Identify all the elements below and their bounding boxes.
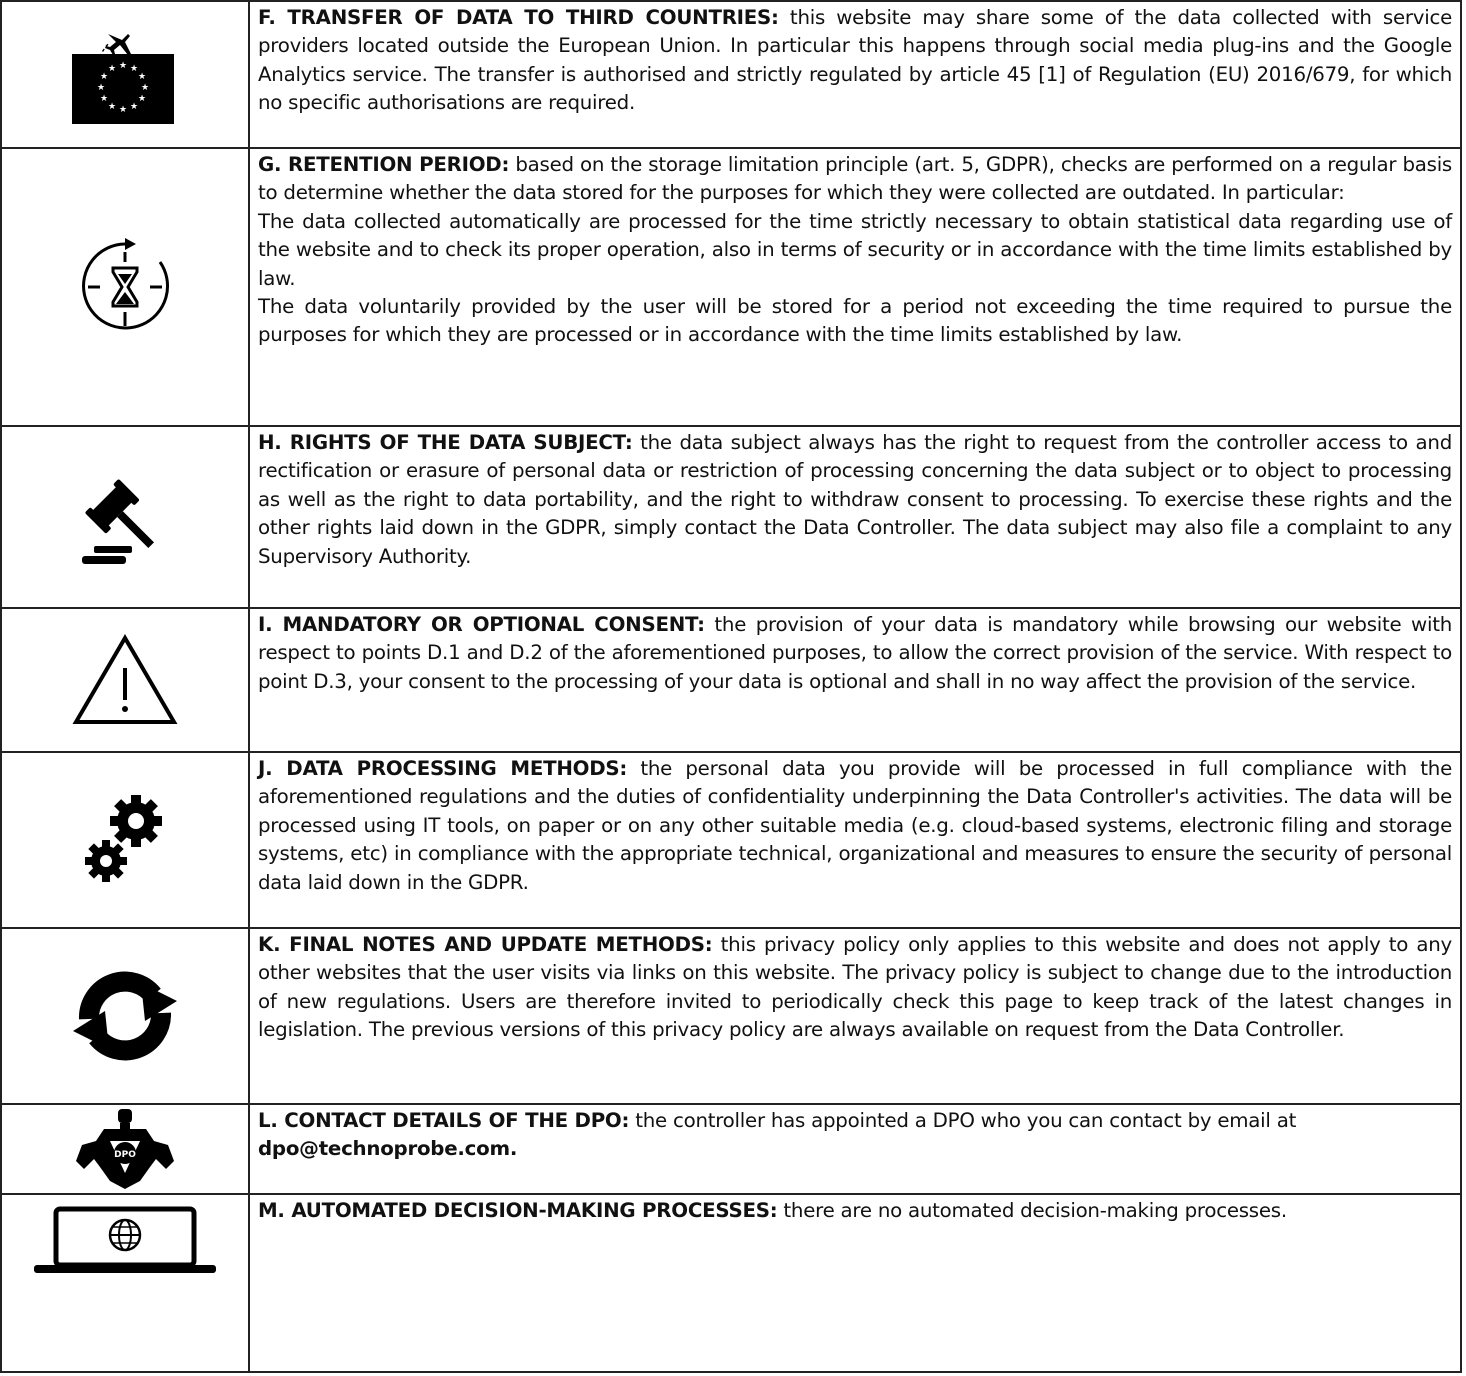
section-row-l <box>1 1104 1461 1194</box>
section-icon-cell <box>1 426 249 608</box>
section-heading: M. AUTOMATED DECISION-MAKING PROCESSES: <box>258 1199 778 1222</box>
section-heading: H. RIGHTS OF THE DATA SUBJECT: <box>258 431 633 454</box>
section-body: this website may share some of the data collected with service providers located outside the European Union. In particular this happens through social media plug-ins and the Google Analytics service. The transfer is authorised and strictly regulated by article 45 [1] of Regulation (EU) 2016/679, for which no specific authorisations are required. <box>258 6 1452 115</box>
section-body: the data subject always has the right to request from the controller access to and rectification or erasure of personal data or restriction of processing concerning the data subject or to object to processing as well as the right to data portability, and the right to withdraw consent to processing. To exercise these rights and the other rights laid down in the GDPR, simply contact the Data Controller. The data subject may also file a complaint to any Supervisory Authority. <box>258 431 1452 568</box>
svg-text:★: ★ <box>107 63 117 74</box>
section-text-cell <box>249 608 1461 752</box>
svg-text:★: ★ <box>118 60 128 71</box>
section-icon-cell <box>1 752 249 928</box>
section-body: this privacy policy only applies to this website and does not apply to any other websites that the user visits via links on this website. The privacy policy is subject to change due to the introduction of new regulations. Users are therefore invited to periodically check this page to keep track of the latest changes in legislation. The previous versions of this privacy policy are always available on request from the Data Controller. <box>258 933 1452 1042</box>
dpo-email-link[interactable]: dpo@technoprobe.com. <box>258 1137 518 1161</box>
svg-text:★: ★ <box>137 93 147 104</box>
section-icon-cell <box>1 1194 249 1372</box>
laptop-globe-icon <box>30 1205 220 1275</box>
section-row-j <box>1 752 1461 928</box>
section-text-cell <box>249 148 1461 426</box>
section-body: the personal data you provide will be processed in full compliance with the aforementioned regulations and the duties of confidentiality underpinning the Data Controller's activities. The data will be processed using IT tools, on paper or on any other suitable media (e.g. cloud-based systems, electronic filing and storage systems, etc) in compliance with the appropriate technical, organizational and measures to ensure the security of personal data laid down in the GDPR. <box>258 757 1452 894</box>
refresh-arrows-icon <box>65 961 185 1071</box>
section-icon-cell <box>1 608 249 752</box>
section-row-m <box>1 1194 1461 1372</box>
section-text-cell <box>249 1194 1461 1372</box>
svg-text:★: ★ <box>129 63 139 74</box>
svg-text:★: ★ <box>99 71 109 82</box>
svg-text:★: ★ <box>137 71 147 82</box>
section-icon-cell <box>1 148 249 426</box>
svg-text:★: ★ <box>99 93 109 104</box>
svg-text:★: ★ <box>129 101 139 112</box>
section-body: the provision of your data is mandatory while browsing our website with respect to points D.1 and D.2 of the aforementioned purposes, to allow the correct provision of the service. With respect to point D.3, your consent to the processing of your data is optional and shall in no way affect the provision of the service. <box>258 613 1452 693</box>
section-paragraph: The data collected automatically are processed for the time strictly necessary to obtain statistical data regarding use of the website and to check its proper operation, also in terms of security or in accordance with the time limits established by law. <box>258 209 1452 290</box>
section-heading: K. FINAL NOTES AND UPDATE METHODS: <box>258 933 713 956</box>
section-row-k <box>1 928 1461 1104</box>
section-heading: G. RETENTION PERIOD: <box>258 153 510 176</box>
section-heading: J. DATA PROCESSING METHODS: <box>258 757 628 780</box>
svg-text:★: ★ <box>118 104 128 115</box>
section-row-h <box>1 426 1461 608</box>
section-row-g <box>1 148 1461 426</box>
section-heading: L. CONTACT DETAILS OF THE DPO: <box>258 1109 630 1132</box>
section-heading: F. TRANSFER OF DATA TO THIRD COUNTRIES: <box>258 6 779 29</box>
section-text-cell <box>249 426 1461 608</box>
section-row-i <box>1 608 1461 752</box>
section-body: based on the storage limitation principle (art. 5, GDPR), checks are performed on a regular basis to determine whether the data stored for the purposes for which they were collected are outdated. In particular: <box>258 153 1452 205</box>
section-icon-cell <box>1 1104 249 1194</box>
section-paragraph: The data voluntarily provided by the user will be stored for a period not exceeding the time required to pursue the purposes for which they are processed or in accordance with the time limits established by law. <box>258 295 1452 347</box>
section-icon-cell <box>1 1 249 148</box>
svg-text:★: ★ <box>107 101 117 112</box>
section-text-cell <box>249 752 1461 928</box>
dpo-icon-label: DPO <box>114 1150 136 1160</box>
section-body: the controller has appointed a DPO who you can contact by email at <box>629 1109 1297 1132</box>
section-text-cell <box>249 1 1461 148</box>
section-text-cell <box>249 1104 1461 1194</box>
dpo-superhero-icon <box>70 1107 180 1191</box>
gears-icon <box>70 785 180 895</box>
svg-text:★: ★ <box>96 82 106 93</box>
hourglass-clock-icon <box>70 232 180 342</box>
svg-text:★: ★ <box>140 82 150 93</box>
section-text-cell <box>249 928 1461 1104</box>
gavel-icon <box>70 462 180 572</box>
section-icon-cell <box>1 928 249 1104</box>
warning-triangle-icon <box>70 632 180 728</box>
section-body: there are no automated decision-making processes. <box>777 1199 1287 1222</box>
eu-flag-airplane-icon <box>70 20 180 130</box>
section-row-f <box>1 1 1461 148</box>
section-heading: I. MANDATORY OR OPTIONAL CONSENT: <box>258 613 705 636</box>
